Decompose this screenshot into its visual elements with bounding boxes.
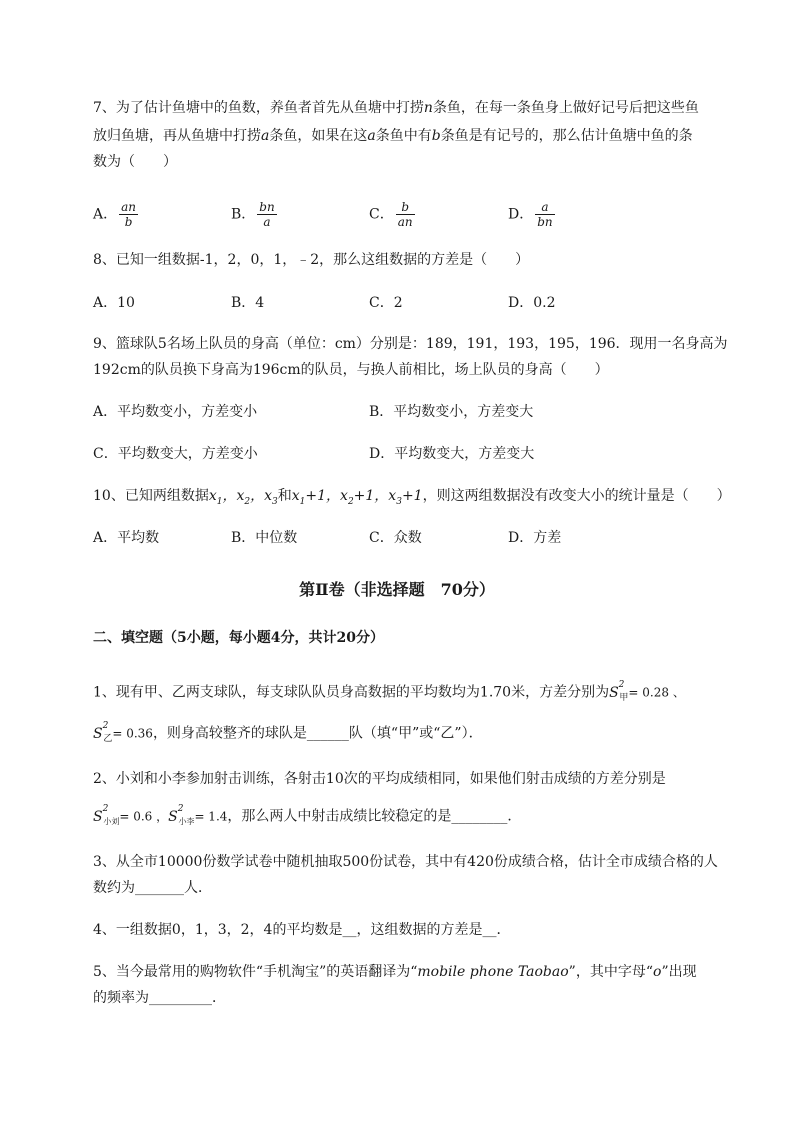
math-s-xiaoliu: $S^2_{小刘}$ xyxy=(93,804,120,827)
fraction xyxy=(119,200,138,229)
q7-line2 xyxy=(93,126,693,146)
denominator: b xyxy=(124,215,133,229)
q7-text: 放归鱼塘，再从鱼塘中打捞 xyxy=(93,128,261,144)
fraction xyxy=(396,200,415,229)
f5-text: 5、当今最常用的购物软件“手机淘宝”的英语翻译为“ xyxy=(93,964,418,980)
q9-line1: 9、篮球队5名场上队员的身高（单位：cm）分别是：189，191，193，195，196．现用一名身高为 xyxy=(93,336,728,352)
math-s-xiaoli: $S^2_{小李}$ xyxy=(168,804,195,827)
q8-stem: 8、已知一组数据-1，2，0，1，﹣2，那么这组数据的方差是（ ） xyxy=(93,252,530,268)
q10-text: ，则这两组数据没有改变大小的统计量是（ ） xyxy=(422,488,731,504)
numerator: b xyxy=(396,200,415,215)
math-s-yi: $S^2_乙$ xyxy=(93,721,113,745)
q8-option-c[interactable]: C．2 xyxy=(369,295,403,311)
option-label: A． xyxy=(93,206,118,223)
q8-option-a[interactable]: A．10 xyxy=(93,295,135,311)
section-subtitle: 二、填空题（5小题，每小题4分，共计20分） xyxy=(93,630,384,646)
denominator: an xyxy=(397,215,413,229)
f1-text: 1、现有甲、乙两支球队，每支球队队员身高数据的平均数均为1.70米，方差分别为 xyxy=(93,684,610,701)
numerator: bn xyxy=(259,200,275,214)
f4-stem: 4、一组数据0，1，3，2，4的平均数是__，这组数据的方差是__． xyxy=(93,922,511,938)
subscript-xiaoli: 小李 xyxy=(178,817,195,827)
var-b: b xyxy=(431,128,441,144)
q10-stem xyxy=(93,486,731,512)
q10-option-a[interactable]: A．平均数 xyxy=(93,530,160,546)
f5-text: ”出现 xyxy=(661,964,697,980)
subscript-jia: 甲 xyxy=(619,693,629,704)
option-label: C． xyxy=(369,206,394,223)
q10-text: 和 xyxy=(277,488,292,504)
f1-text: ，则身高较整齐的球队是______队（填“甲”或“乙”）． xyxy=(152,725,483,742)
f5-text: ”，其中字母“ xyxy=(568,964,653,980)
denominator: bn xyxy=(537,215,553,229)
s-xiaoliu-value: = 0.6 ， xyxy=(119,809,169,824)
option-label: B． xyxy=(231,206,256,223)
fraction xyxy=(257,200,276,229)
q9-option-d[interactable]: D．平均数变大，方差变大 xyxy=(369,446,535,462)
q10-text: 10、已知两组数据 xyxy=(93,488,209,504)
section-title: 第Ⅱ卷（非选择题 70分） xyxy=(299,580,495,599)
f5-line2: 的频率为_________． xyxy=(93,990,226,1006)
math-s-jia: $S^2_甲$ xyxy=(609,680,629,704)
option-label: D． xyxy=(508,206,534,223)
subscript-yi: 乙 xyxy=(103,734,113,745)
f1-line2 xyxy=(93,720,483,749)
f2-line2 xyxy=(93,803,521,832)
q10-option-d[interactable]: D．方差 xyxy=(508,530,562,546)
q8-option-b[interactable]: B．4 xyxy=(231,295,265,311)
q9-option-a[interactable]: A．平均数变小，方差变小 xyxy=(93,404,258,420)
q7-text: 条鱼中有 xyxy=(375,128,432,144)
var-a: a xyxy=(261,128,270,144)
q7-text: 条鱼，在每一条鱼身上做好记号后把这些鱼 xyxy=(432,100,699,116)
q9-line2: 192cm的队员换下身高为196cm的队员，与换人前相比，场上队员的身高（ ） xyxy=(93,362,609,378)
var-n: n xyxy=(423,100,433,116)
q8-option-d[interactable]: D．0.2 xyxy=(508,295,556,311)
s-yi-value: = 0.36 xyxy=(112,726,153,741)
f2-line1: 2、小刘和小李参加射击训练，各射击10次的平均成绩相同，如果他们射击成绩的方差分别是 xyxy=(93,771,666,787)
f3-line1: 3、从全市10000份数学试卷中随机抽取500份试卷，其中有420份成绩合格，估计全市成绩合格的人 xyxy=(93,854,718,870)
subscript-xiaoliu: 小刘 xyxy=(103,817,120,827)
q7-option-c[interactable] xyxy=(369,200,415,229)
f5-line1 xyxy=(93,962,697,982)
q7-option-a[interactable] xyxy=(93,200,138,229)
f3-line2: 数约为_______人． xyxy=(93,880,212,896)
f1-line1 xyxy=(93,679,685,708)
fraction xyxy=(535,200,554,229)
math-x-set2: $x_1+1$，$x_2+1$，$x_3+1$ xyxy=(291,488,423,507)
q10-option-b[interactable]: B．中位数 xyxy=(231,530,298,546)
q7-line3: 数为（ ） xyxy=(93,154,177,170)
s-xiaoli-value: = 1.4 xyxy=(194,809,228,824)
q9-option-b[interactable]: B．平均数变小，方差变大 xyxy=(369,404,534,420)
math-x-set1: $x_1$，$x_2$，$x_3$ xyxy=(208,488,278,507)
q7-line1 xyxy=(93,98,699,118)
q7-option-d[interactable] xyxy=(508,200,555,229)
denominator: a xyxy=(263,215,271,229)
numerator: a xyxy=(535,200,554,215)
q7-text: 条鱼，如果在这 xyxy=(269,128,368,144)
f2-text: ，那么两人中射击成绩比较稳定的是________． xyxy=(227,808,522,825)
q7-text: 条鱼是有记号的，那么估计鱼塘中鱼的条 xyxy=(440,128,693,144)
q7-text: 7、为了估计鱼塘中的鱼数，养鱼者首先从鱼塘中打捞 xyxy=(93,100,424,116)
f5-letter: o xyxy=(653,964,662,980)
numerator: an xyxy=(121,200,137,214)
s-jia-value: = 0.28 、 xyxy=(628,685,685,700)
var-a: a xyxy=(367,128,376,144)
f5-phrase: mobile phone Taobao xyxy=(417,964,569,980)
q7-option-b[interactable] xyxy=(231,200,277,229)
q10-option-c[interactable]: C．众数 xyxy=(369,530,422,546)
q9-option-c[interactable]: C．平均数变大，方差变小 xyxy=(93,446,258,462)
